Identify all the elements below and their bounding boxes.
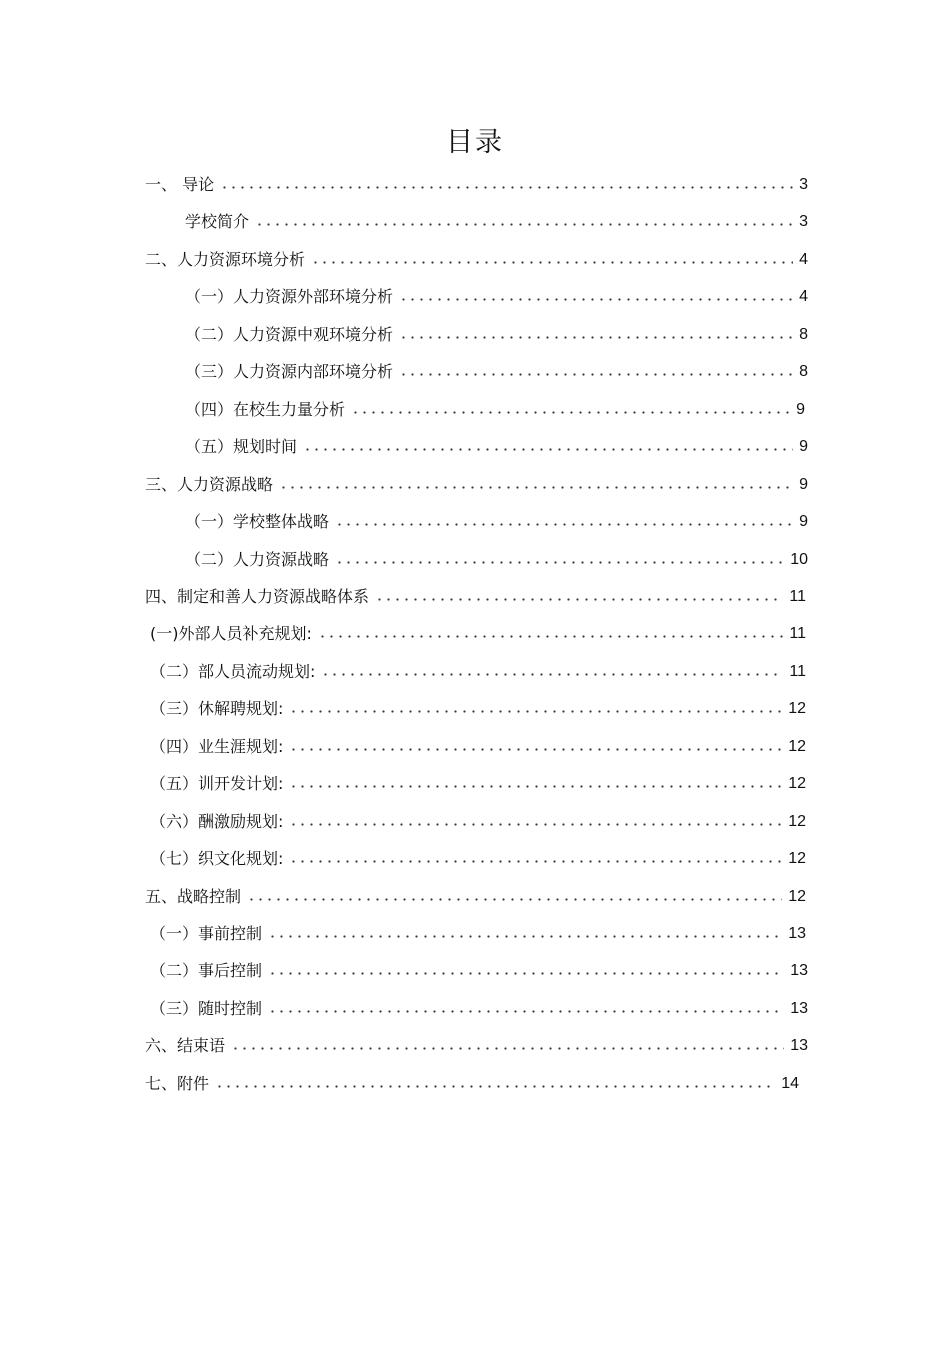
toc-entry-page: 9 bbox=[796, 401, 805, 418]
dot-leader bbox=[289, 748, 782, 751]
toc-entry[interactable] bbox=[145, 886, 806, 908]
dot-leader bbox=[335, 523, 793, 526]
toc-entry-page: 13 bbox=[790, 1000, 808, 1017]
toc-entry-label: （七）织文化规划: bbox=[150, 849, 284, 868]
toc-entry-page: 3 bbox=[799, 176, 808, 193]
toc-entry[interactable] bbox=[150, 998, 808, 1020]
toc-entry-page: 4 bbox=[799, 251, 808, 268]
toc-entry-page: 12 bbox=[788, 738, 806, 755]
toc-entry-label: 二、人力资源环境分析 bbox=[145, 250, 306, 269]
toc-entry-label: 学校简介 bbox=[185, 212, 250, 231]
toc-entry[interactable] bbox=[150, 811, 806, 833]
dot-leader bbox=[399, 373, 793, 376]
dot-leader bbox=[289, 710, 782, 713]
toc-entry-page: 8 bbox=[799, 363, 808, 380]
toc-entry[interactable] bbox=[145, 174, 808, 196]
dot-leader bbox=[311, 261, 793, 264]
toc-entry[interactable] bbox=[185, 549, 808, 571]
toc-entry-page: 9 bbox=[799, 438, 808, 455]
toc-entry-label: （一）学校整体战略 bbox=[185, 512, 330, 531]
toc-entry-label: （二）部人员流动规划: bbox=[150, 662, 316, 681]
dot-leader bbox=[255, 223, 793, 226]
toc-entry-label: （三）随时控制 bbox=[150, 999, 263, 1018]
dot-leader bbox=[268, 935, 782, 938]
dot-leader bbox=[268, 972, 784, 975]
toc-entry[interactable] bbox=[145, 249, 808, 271]
toc-entry-label: （一）事前控制 bbox=[150, 924, 263, 943]
toc-entry[interactable] bbox=[145, 1073, 799, 1095]
toc-entry-label: 七、附件 bbox=[145, 1074, 210, 1093]
toc-entry[interactable] bbox=[185, 361, 808, 383]
toc-entry-label: （五）训开发计划: bbox=[150, 774, 284, 793]
toc-entry-page: 12 bbox=[788, 775, 806, 792]
dot-leader bbox=[399, 298, 793, 301]
toc-entry[interactable] bbox=[145, 586, 806, 608]
dot-leader bbox=[399, 336, 793, 339]
dot-leader bbox=[268, 1010, 784, 1013]
dot-leader bbox=[375, 598, 783, 601]
dot-leader bbox=[231, 1047, 784, 1050]
toc-entry-label: （二）人力资源战略 bbox=[185, 550, 330, 569]
toc-entry[interactable] bbox=[150, 960, 808, 982]
toc-entry-page: 9 bbox=[799, 476, 808, 493]
toc-entry[interactable] bbox=[150, 698, 806, 720]
dot-leader bbox=[289, 785, 782, 788]
toc-entry-label: （四）在校生力量分析 bbox=[185, 400, 346, 419]
toc-entry-page: 11 bbox=[789, 663, 806, 680]
toc-entry-label: （二）人力资源中观环境分析 bbox=[185, 325, 394, 344]
toc-entry-label: 四、制定和善人力资源战略体系 bbox=[145, 587, 370, 606]
toc-entry-label: （六）酬激励规划: bbox=[150, 812, 284, 831]
toc-entry-label: （一）人力资源外部环境分析 bbox=[185, 287, 394, 306]
toc-entry[interactable] bbox=[185, 286, 808, 308]
dot-leader bbox=[303, 448, 793, 451]
toc-entry-label: 五、战略控制 bbox=[145, 887, 242, 906]
toc-entry-page: 4 bbox=[799, 288, 808, 305]
toc-entry-page: 12 bbox=[788, 888, 806, 905]
toc-entry[interactable] bbox=[185, 324, 808, 346]
toc-entry-label: （五）规划时间 bbox=[185, 437, 298, 456]
toc-entry-page: 11 bbox=[789, 588, 806, 605]
toc-entry[interactable] bbox=[145, 1035, 808, 1057]
dot-leader bbox=[247, 898, 782, 901]
toc-entry[interactable] bbox=[150, 923, 806, 945]
toc-entry[interactable] bbox=[150, 623, 806, 645]
toc-entry-page: 9 bbox=[799, 513, 808, 530]
toc-entry[interactable] bbox=[150, 848, 806, 870]
toc-entry-page: 13 bbox=[790, 1037, 808, 1054]
toc-entry-page: 14 bbox=[781, 1075, 799, 1092]
toc-entry-page: 13 bbox=[790, 962, 808, 979]
dot-leader bbox=[220, 186, 793, 189]
toc-entry-page: 12 bbox=[788, 850, 806, 867]
toc-entry[interactable] bbox=[150, 736, 806, 758]
toc-entry[interactable] bbox=[185, 511, 808, 533]
toc-entry[interactable] bbox=[185, 436, 808, 458]
dot-leader bbox=[335, 561, 784, 564]
dot-leader bbox=[318, 635, 784, 638]
toc-entry-page: 11 bbox=[789, 625, 806, 642]
toc-entry[interactable] bbox=[185, 399, 805, 421]
dot-leader bbox=[279, 486, 793, 489]
toc-entry-label: （三）休解聘规划: bbox=[150, 699, 284, 718]
toc-entry-label: 一、 导论 bbox=[145, 175, 215, 194]
dot-leader bbox=[351, 411, 790, 414]
toc-entry-page: 8 bbox=[799, 326, 808, 343]
toc-title: 目录 bbox=[446, 127, 504, 158]
toc-entry-label: 六、结束语 bbox=[145, 1036, 226, 1055]
toc-entry[interactable] bbox=[150, 773, 806, 795]
dot-leader bbox=[321, 673, 783, 676]
toc-entry[interactable] bbox=[145, 474, 808, 496]
toc-entry-label: 三、人力资源战略 bbox=[145, 475, 274, 494]
toc-entry-page: 13 bbox=[788, 925, 806, 942]
toc-entry-label: （二）事后控制 bbox=[150, 961, 263, 980]
toc-entry-label: (一)外部人员补充规划: bbox=[150, 624, 312, 643]
toc-entry-page: 10 bbox=[790, 551, 808, 568]
toc-entry[interactable] bbox=[185, 211, 808, 233]
toc-entry-page: 12 bbox=[788, 700, 806, 717]
toc-entry-page: 12 bbox=[788, 813, 806, 830]
dot-leader bbox=[289, 823, 782, 826]
dot-leader bbox=[289, 860, 782, 863]
toc-entry-label: （四）业生涯规划: bbox=[150, 737, 284, 756]
toc-entry-page: 3 bbox=[799, 213, 808, 230]
toc-entry[interactable] bbox=[150, 661, 806, 683]
dot-leader bbox=[215, 1085, 775, 1088]
toc-entry-label: （三）人力资源内部环境分析 bbox=[185, 362, 394, 381]
